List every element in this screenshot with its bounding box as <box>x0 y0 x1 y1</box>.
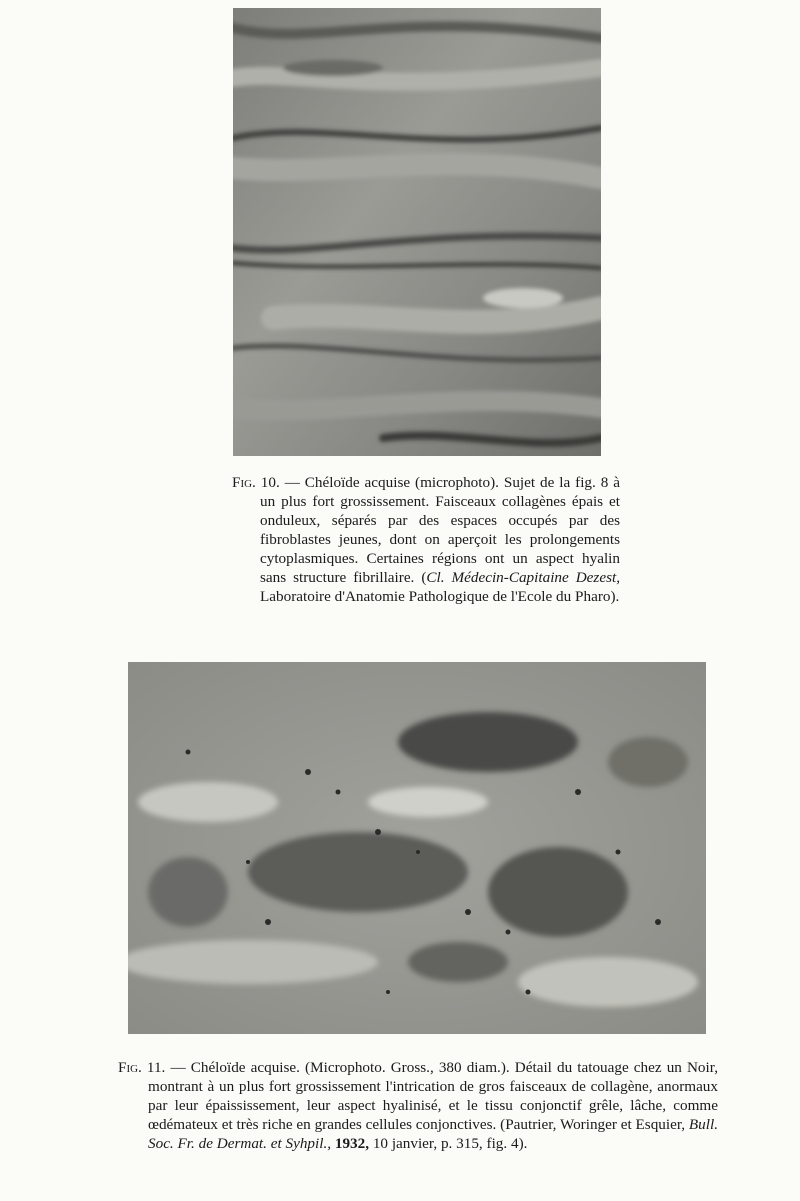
figure-11-text: — Chéloïde acquise. (Microphoto. Gross., 380 diam.). Détail du tatouage chez un Noir, montrant à un plus fort grossissement l'intrication de gros faisceaux de collagène, anormaux par leur épaississement, leur aspect hyalinisé, et le tissu conjonctif grêle, lâche, comme œdémateux et très riche en grandes cellules conjonctives. (Pautrier, Woringer et Esquier, <box>148 1059 718 1133</box>
micrograph-figure-10 <box>233 8 601 456</box>
caption-figure-10 <box>232 473 620 606</box>
figure-10-label: Fig. 10. <box>232 474 280 491</box>
figure-10-credit-rest: Laboratoire d'Anatomie Pathologique de l'Ecole du Pharo). <box>260 588 620 605</box>
figure-10-text: — Chéloïde acquise (microphoto). Sujet de la fig. 8 à un plus fort grossissement. Faisceaux collagènes épais et onduleux, séparés par des espaces occupés par des fibroblastes jeunes, dont on aperçoit les prolongements cytoplasmiques. Certaines régions ont un aspect hyalin sans structure fibrillaire. ( <box>260 474 620 586</box>
figure-11-year: 1932, <box>331 1135 370 1152</box>
figure-11-label: Fig. 11. <box>118 1059 166 1076</box>
caption-figure-11 <box>118 1058 718 1153</box>
figure-10-credit: Cl. Médecin-Capitaine Dezest, <box>426 569 620 586</box>
micrograph-figure-11 <box>128 662 706 1034</box>
figure-11-reference: 10 janvier, p. 315, fig. 4). <box>369 1135 528 1152</box>
figure-11-journal: Bull. Soc. Fr. de Dermat. et Syhpil., <box>148 1116 718 1152</box>
